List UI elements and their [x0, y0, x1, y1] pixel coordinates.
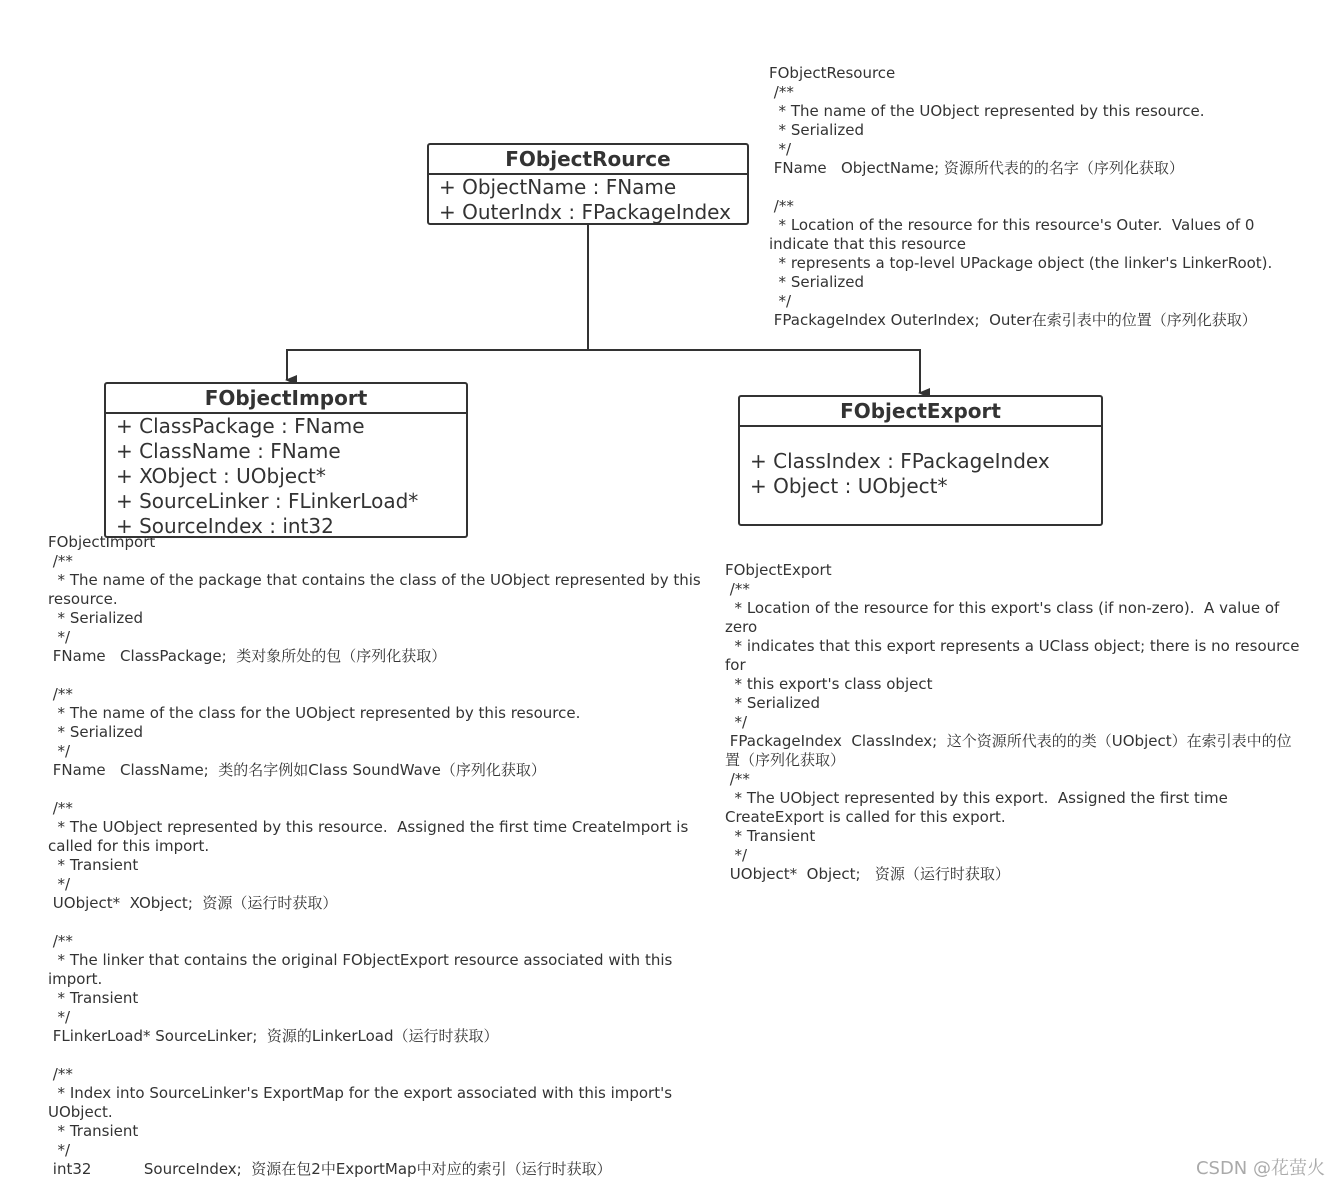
attr-class-package: + ClassPackage : FName: [116, 414, 365, 438]
attr-source-linker: + SourceLinker : FLinkerLoad*: [116, 489, 419, 513]
note-object-import: FObjectImport /** * The name of the package that contains the class of the UObject represented by this resource. * Serialized */ FName ClassPackage; 类对象所处的包（序列化获取） /** * The name of the class for the UObject represented by this resource. * Serialized */ FName ClassName; 类的名字例如Class SoundWave（序列化获取） /** * The UObject represented by this resource. Assigned the first time CreateImport is called for this import. * Transient */ UObject* XObject; 资源（运行时获取） /** * The linker that contains the original FObjectExport resource associated with this import. * Transient */ FLinkerLoad* SourceLinker; 资源的LinkerLoad（运行时获取） /** * Index into SourceLinker's ExportMap for the export associated with this import's UObject. * Transient */ int32 SourceIndex; 资源在包2中ExportMap中对应的索引（运行时获取）: [48, 533, 701, 1178]
attr-class-index: + ClassIndex : FPackageIndex: [750, 449, 1050, 473]
class-box-object-export[interactable]: [738, 395, 1103, 526]
note-object-resource: FObjectResource /** * The name of the UObject represented by this resource. * Serialized */ FName ObjectName; 资源所代表的的名字（序列化获取） /** * Location of the resource for this resource's Outer. Values of 0 indicate that this resource * represents a top-level UPackage object (the linker's LinkerRoot). * Serialized */ FPackageIndex OuterIndex; Outer在索引表中的位置（序列化获取）: [769, 64, 1273, 329]
class-box-object-resource[interactable]: [427, 143, 749, 225]
note-object-export: FObjectExport /** * Location of the resource for this export's class (if non-zero). A value of zero * indicates that this export represents a UClass object; there is no resource for * this export's class object * Serialized */ FPackageIndex ClassIndex; 这个资源所代表的的类（UObject）在索引表中的位 置（序列化获取） /** * The UObject represented by this export. Assigned the first time CreateExport is called for this export. * Transient */ UObject* Object; 资源（运行时获取）: [725, 561, 1300, 883]
watermark: CSDN @花萤火: [1195, 1158, 1325, 1179]
class-title-import: FObjectImport: [106, 384, 466, 414]
attr-outer-index: + OuterIndx : FPackageIndex: [439, 200, 731, 224]
class-title-export: FObjectExport: [740, 397, 1101, 427]
class-box-object-import[interactable]: [104, 382, 468, 538]
attr-object-name: + ObjectName : FName: [439, 175, 677, 199]
attr-object: + Object : UObject*: [750, 474, 948, 498]
attr-xobject: + XObject : UObject*: [116, 464, 326, 488]
attr-class-name: + ClassName : FName: [116, 439, 341, 463]
connector-to-export: [588, 350, 920, 393]
attr-source-index: + SourceIndex : int32: [116, 514, 334, 538]
class-title-resource: FObjectRource: [429, 145, 747, 175]
connector-to-import: [287, 224, 588, 380]
